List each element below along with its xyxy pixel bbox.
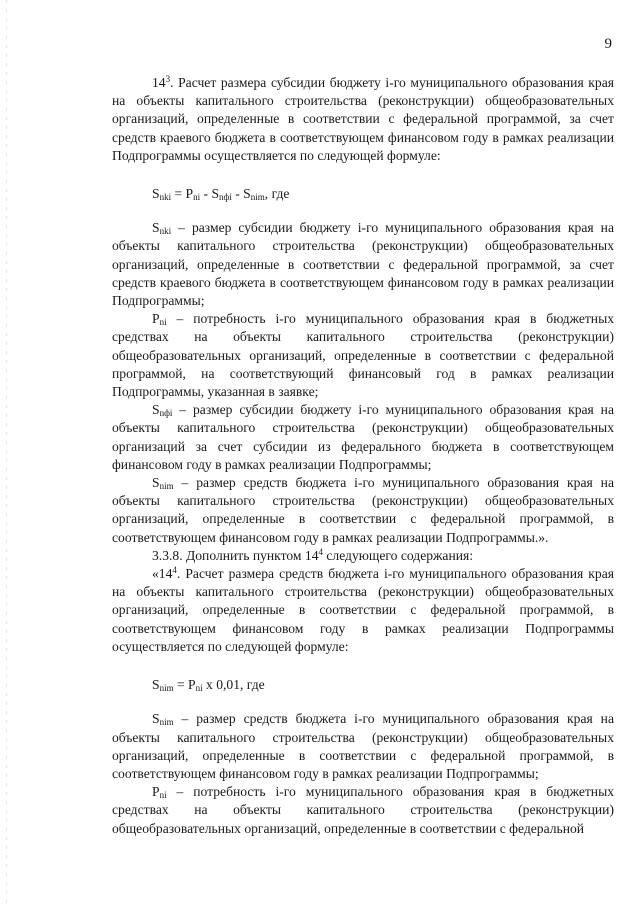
definition-paragraph: [112, 474, 614, 547]
paragraph-text: . Расчет размера средств бюджета i-го муниципального образования края на объекты капитального строительства (реконструкции) общеобразовательных организаций, определенные в соответствии с федеральной программой, в соответствующем финансовом году в рамках реализации Подпрограммы осуществляется по следующей формуле:: [112, 566, 614, 654]
formula-subscript: ni: [193, 192, 201, 203]
formula-text: = P: [173, 677, 196, 693]
definition-text: – размер средств бюджета i-го муниципального образования края на объекты капитального строительства (реконструкции) общеобразовательных организаций, определенные в соответствии с федеральной программой, в соответствующем финансовом году в рамках реализации Подпрограммы.».: [112, 475, 614, 545]
body-paragraph: [112, 547, 614, 565]
symbol: P: [152, 311, 160, 327]
definition-paragraph: [112, 219, 614, 310]
definition-text: – размер субсидии бюджету i-го муниципального образования края на объекты капитального строительства (реконструкции) общеобразовательных организаций, определенные в соответствии с федеральной программой, за счет средств краевого бюджета в соответствующем финансовом году в рамках реализации Подпрограммы;: [112, 220, 614, 309]
symbol-subscript: ni: [159, 790, 167, 801]
clause-superscript: 4: [318, 546, 323, 557]
symbol-subscript: nim: [159, 481, 174, 492]
definition-text: – размер субсидии бюджету i-го муниципального образования края на объекты капитального строительства (реконструкции) общеобразовательных организаций за счет субсидии из федерального бюджета в соответствующем финансовом году в рамках реализации Подпрограммы;: [112, 402, 614, 472]
formula-text: , где: [264, 186, 290, 202]
paragraph-text: следующего содержания:: [322, 547, 474, 563]
paragraph-text: . Расчет размера субсидии бюджету i-го муниципального образования края на объекты капитального строительства (реконструкции) общеобразовательных организаций, определенные в соответствии с федеральной программой, за счет средств краевого бюджета в соответствующем финансовом году в рамках реализации Подпрограммы осуществляется по следующей формуле:: [112, 75, 614, 163]
formula: [112, 676, 614, 694]
paragraph-prefix: «: [152, 566, 159, 582]
definition-paragraph: [112, 783, 614, 838]
spacer: [112, 656, 614, 676]
clause-superscript: 4: [172, 565, 177, 576]
page-number: 9: [604, 36, 612, 52]
symbol: P: [152, 784, 160, 800]
symbol-subscript: nim: [159, 717, 174, 728]
definition-text: – потребность i-го муниципального образования края в бюджетных средствах на объекты капитального строительства (реконструкции) общеобразовательных организаций, определенные в соответствии с федеральной программой, на соответствующий финансовый год в рамках реализации Подпрограммы, указанная в заявке;: [112, 311, 614, 400]
formula-subscript: ni: [195, 683, 203, 694]
symbol: S: [152, 220, 160, 236]
formula-subscript: nki: [159, 192, 172, 203]
symbol-subscript: nki: [159, 226, 172, 237]
spacer: [112, 165, 614, 185]
spacer: [112, 694, 614, 710]
definition-text: – потребность i-го муниципального образования края в бюджетных средствах на объекты капитального строительства (реконструкции) общеобразовательных организаций, определенные в соответствии с федеральной: [112, 784, 614, 836]
definition-text: – размер средств бюджета i-го муниципального образования края на объекты капитального строительства (реконструкции) общеобразовательных организаций, определенные в соответствии с федеральной программой, в соответствующем финансовом году в рамках реализации Подпрограммы;: [112, 711, 614, 781]
formula-text: - S: [200, 186, 220, 202]
formula-text: S: [152, 186, 160, 202]
clause-number: 14: [158, 566, 173, 582]
symbol-subscript: nфi: [159, 408, 173, 419]
symbol: S: [152, 402, 160, 418]
body-paragraph: [112, 565, 614, 656]
symbol: S: [152, 711, 160, 727]
formula-subscript: nim: [159, 683, 174, 694]
body-paragraph: [112, 74, 614, 165]
symbol: S: [152, 475, 160, 491]
definition-paragraph: [112, 310, 614, 401]
formula-text: x 0,01, где: [202, 677, 265, 693]
definition-paragraph: [112, 401, 614, 474]
document-body: [112, 74, 614, 838]
formula-subscript: nim: [250, 192, 265, 203]
paragraph-prefix: 3.3.8. Дополнить пунктом: [152, 547, 305, 563]
formula-text: - S: [231, 186, 251, 202]
formula-subscript: nфi: [219, 192, 232, 203]
clause-superscript: 3: [165, 74, 171, 84]
spacer: [112, 203, 614, 219]
formula-text: S: [152, 677, 160, 693]
definition-paragraph: [112, 710, 614, 783]
scan-edge: [6, 0, 7, 905]
formula: [112, 185, 614, 203]
clause-number: 14: [304, 547, 319, 563]
symbol-subscript: ni: [159, 317, 167, 328]
clause-number: 14: [152, 75, 166, 90]
formula-text: = P: [171, 186, 194, 202]
